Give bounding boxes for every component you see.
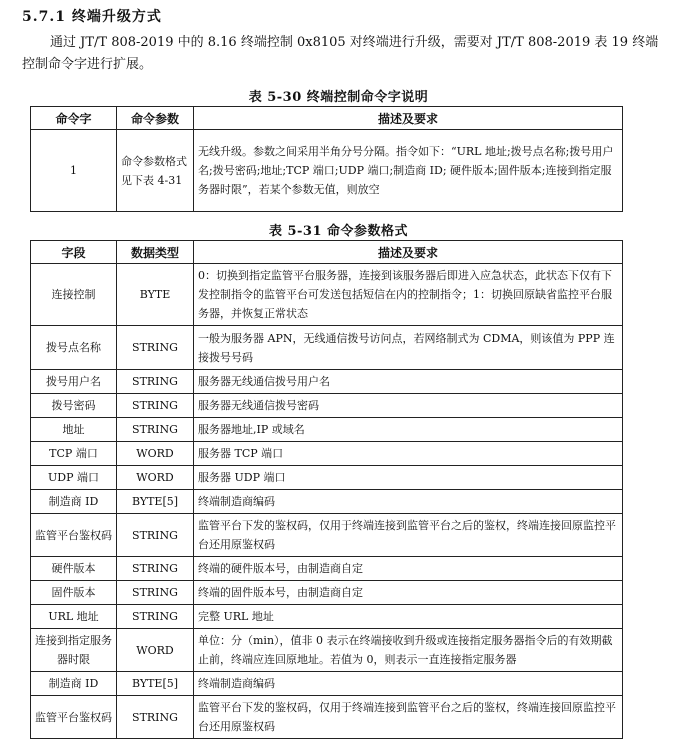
table-row [31, 581, 623, 605]
column-header: 描述及要求 [194, 107, 623, 130]
field-cell: 监管平台鉴权码 [31, 696, 117, 739]
desc-cell: 监管平台下发的鉴权码，仅用于终端连接到监管平台之后的鉴权，终端连接回原监控平台还用原鉴权码 [194, 696, 623, 739]
table-row [31, 490, 623, 514]
table-row [31, 130, 623, 212]
field-cell: 拨号点名称 [31, 326, 117, 370]
section-heading: 5.7.1 终端升级方式 [22, 9, 162, 25]
column-header: 命令字 [31, 107, 117, 130]
type-cell: BYTE [117, 264, 194, 326]
command-param-table [30, 240, 623, 739]
field-cell: 连接控制 [31, 264, 117, 326]
column-header: 描述及要求 [194, 241, 623, 264]
type-cell: STRING [117, 605, 194, 629]
field-cell: 拨号密码 [31, 394, 117, 418]
type-cell: WORD [117, 442, 194, 466]
section-paragraph [22, 32, 662, 76]
field-cell: 制造商 ID [31, 672, 117, 696]
command-param-cell: 命令参数格式见下表 4-31 [117, 130, 194, 212]
field-cell: 监管平台鉴权码 [31, 514, 117, 557]
type-cell: STRING [117, 370, 194, 394]
table-row [31, 394, 623, 418]
table1-caption: 表 5-30 终端控制命令字说明 [248, 90, 429, 105]
table-row [31, 605, 623, 629]
field-cell: 固件版本 [31, 581, 117, 605]
desc-cell: 终端制造商编码 [194, 672, 623, 696]
table-row [31, 672, 623, 696]
table-row [31, 264, 623, 326]
table-header-row [31, 241, 623, 264]
type-cell: STRING [117, 514, 194, 557]
type-cell: BYTE[5] [117, 672, 194, 696]
type-cell: STRING [117, 557, 194, 581]
type-cell: WORD [117, 629, 194, 672]
table-row [31, 557, 623, 581]
table2-caption: 表 5-31 命令参数格式 [268, 224, 409, 239]
desc-cell: 终端的固件版本号，由制造商自定 [194, 581, 623, 605]
desc-cell: 0：切换到指定监管平台服务器，连接到该服务器后即进入应急状态，此状态下仅有下发控制指令的监管平台可发送包括短信在内的控制指令；1：切换回原缺省监控平台服务器，并恢复正常状态 [194, 264, 623, 326]
type-cell: STRING [117, 394, 194, 418]
table-row [31, 442, 623, 466]
field-cell: 拨号用户名 [31, 370, 117, 394]
paragraph-text: 通过 JT/T 808-2019 中的 8.16 终端控制 0x8105 对终端进行升级，需要对 JT/T 808-2019 表 19 终端控制命令字进行扩展。 [22, 35, 659, 72]
table-row [31, 629, 623, 672]
column-header: 字段 [31, 241, 117, 264]
table-row [31, 370, 623, 394]
desc-cell: 终端制造商编码 [194, 490, 623, 514]
desc-cell: 一般为服务器 APN，无线通信拨号访问点，若网络制式为 CDMA，则该值为 PPP 连接拨号号码 [194, 326, 623, 370]
column-header: 命令参数 [117, 107, 194, 130]
desc-cell: 监管平台下发的鉴权码，仅用于终端连接到监管平台之后的鉴权，终端连接回原监控平台还用原鉴权码 [194, 514, 623, 557]
table-row [31, 514, 623, 557]
field-cell: 硬件版本 [31, 557, 117, 581]
desc-cell: 服务器无线通信拨号用户名 [194, 370, 623, 394]
table-row [31, 466, 623, 490]
command-desc-cell: 无线升级。参数之间采用半角分号分隔。指令如下：“URL 地址;拨号点名称;拨号用户名;拨号密码;地址;TCP 端口;UDP 端口;制造商 ID; 硬件版本;固件版本;连接到指定服务器时限”，若某个参数无值，则放空 [194, 130, 623, 212]
command-word-table [30, 106, 623, 212]
table-row [31, 696, 623, 739]
field-cell: 制造商 ID [31, 490, 117, 514]
type-cell: STRING [117, 326, 194, 370]
type-cell: WORD [117, 466, 194, 490]
type-cell: STRING [117, 581, 194, 605]
desc-cell: 完整 URL 地址 [194, 605, 623, 629]
type-cell: STRING [117, 696, 194, 739]
table-row [31, 326, 623, 370]
field-cell: URL 地址 [31, 605, 117, 629]
desc-cell: 服务器 TCP 端口 [194, 442, 623, 466]
desc-cell: 服务器 UDP 端口 [194, 466, 623, 490]
desc-cell: 终端的硬件版本号，由制造商自定 [194, 557, 623, 581]
table-row [31, 418, 623, 442]
table-header-row [31, 107, 623, 130]
desc-cell: 服务器地址,IP 或域名 [194, 418, 623, 442]
field-cell: 连接到指定服务器时限 [31, 629, 117, 672]
desc-cell: 服务器无线通信拨号密码 [194, 394, 623, 418]
command-code-cell: 1 [31, 130, 117, 212]
type-cell: STRING [117, 418, 194, 442]
field-cell: TCP 端口 [31, 442, 117, 466]
column-header: 数据类型 [117, 241, 194, 264]
desc-cell: 单位：分（min），值非 0 表示在终端接收到升级或连接指定服务器指令后的有效期截止前，终端应连回原地址。若值为 0，则表示一直连接指定服务器 [194, 629, 623, 672]
type-cell: BYTE[5] [117, 490, 194, 514]
field-cell: 地址 [31, 418, 117, 442]
field-cell: UDP 端口 [31, 466, 117, 490]
